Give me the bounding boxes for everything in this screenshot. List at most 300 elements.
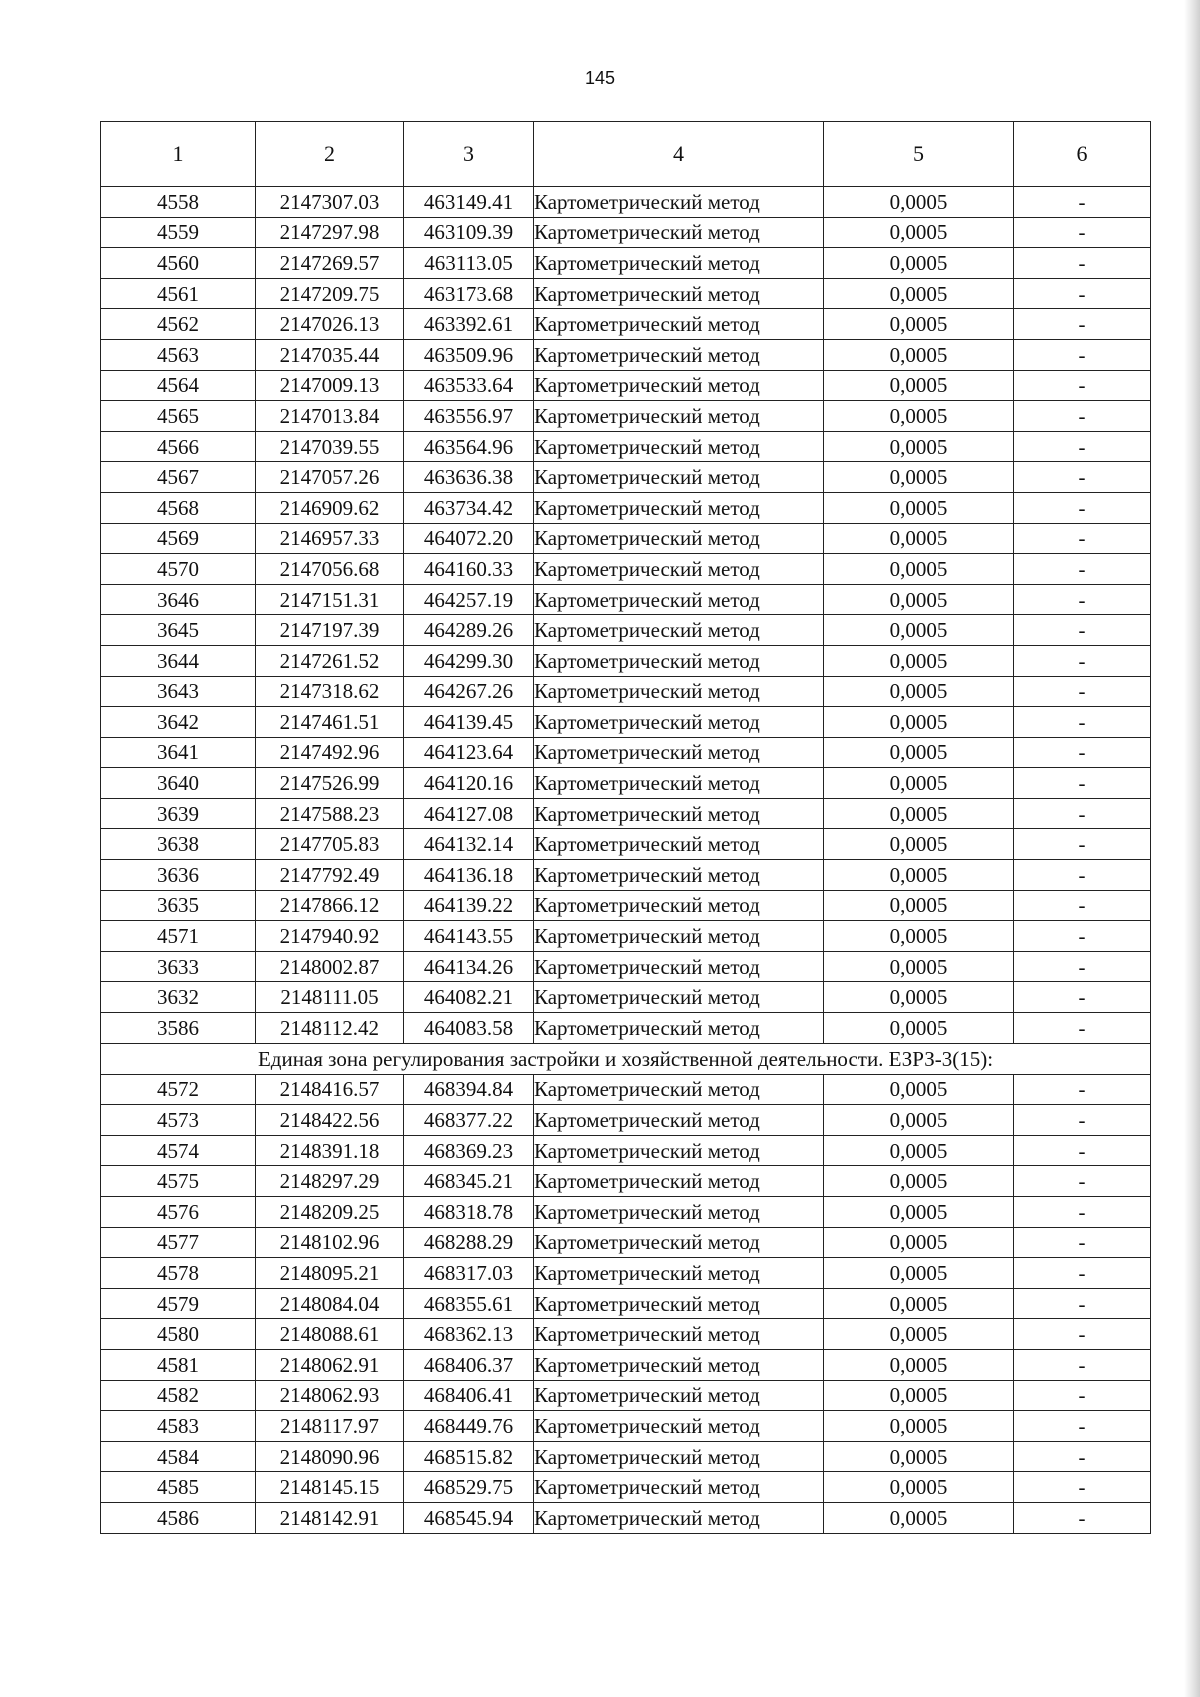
method-cell: Картометрический метод — [534, 951, 824, 982]
method-cell: Картометрический метод — [534, 1288, 824, 1319]
y-coordinate-cell: 464289.26 — [404, 615, 534, 646]
x-coordinate-cell: 2148088.61 — [256, 1319, 404, 1350]
precision-cell: 0,0005 — [824, 248, 1014, 279]
note-cell: - — [1014, 1380, 1151, 1411]
note-cell: - — [1014, 1197, 1151, 1228]
precision-cell: 0,0005 — [824, 860, 1014, 891]
method-cell: Картометрический метод — [534, 1166, 824, 1197]
table-row — [101, 1472, 1151, 1503]
x-coordinate-cell: 2148416.57 — [256, 1074, 404, 1105]
x-coordinate-cell: 2147261.52 — [256, 645, 404, 676]
precision-cell: 0,0005 — [824, 1319, 1014, 1350]
note-cell: - — [1014, 187, 1151, 218]
y-coordinate-cell: 464127.08 — [404, 798, 534, 829]
precision-cell: 0,0005 — [824, 1380, 1014, 1411]
point-number-cell: 3643 — [101, 676, 256, 707]
x-coordinate-cell: 2147461.51 — [256, 707, 404, 738]
method-cell: Картометрический метод — [534, 707, 824, 738]
x-coordinate-cell: 2146909.62 — [256, 492, 404, 523]
note-cell: - — [1014, 768, 1151, 799]
method-cell: Картометрический метод — [534, 1074, 824, 1105]
precision-cell: 0,0005 — [824, 1258, 1014, 1289]
x-coordinate-cell: 2148142.91 — [256, 1502, 404, 1533]
x-coordinate-cell: 2148062.91 — [256, 1349, 404, 1380]
y-coordinate-cell: 463636.38 — [404, 462, 534, 493]
method-cell: Картометрический метод — [534, 401, 824, 432]
x-coordinate-cell: 2148117.97 — [256, 1411, 404, 1442]
table-row — [101, 339, 1151, 370]
precision-cell: 0,0005 — [824, 951, 1014, 982]
table-row — [101, 1197, 1151, 1228]
x-coordinate-cell: 2148095.21 — [256, 1258, 404, 1289]
method-cell: Картометрический метод — [534, 339, 824, 370]
coordinates-table — [100, 121, 1151, 1534]
note-cell: - — [1014, 1135, 1151, 1166]
point-number-cell: 3638 — [101, 829, 256, 860]
table-row — [101, 615, 1151, 646]
x-coordinate-cell: 2147492.96 — [256, 737, 404, 768]
precision-cell: 0,0005 — [824, 401, 1014, 432]
table-row — [101, 554, 1151, 585]
table-row — [101, 1013, 1151, 1044]
method-cell: Картометрический метод — [534, 982, 824, 1013]
note-cell: - — [1014, 1319, 1151, 1350]
note-cell: - — [1014, 1441, 1151, 1472]
precision-cell: 0,0005 — [824, 370, 1014, 401]
method-cell: Картометрический метод — [534, 798, 824, 829]
note-cell: - — [1014, 1013, 1151, 1044]
table-row — [101, 1502, 1151, 1533]
point-number-cell: 4570 — [101, 554, 256, 585]
table-row — [101, 248, 1151, 279]
precision-cell: 0,0005 — [824, 982, 1014, 1013]
table-row — [101, 1135, 1151, 1166]
header-col-5: 5 — [824, 122, 1014, 187]
y-coordinate-cell: 468318.78 — [404, 1197, 534, 1228]
note-cell: - — [1014, 615, 1151, 646]
table-row — [101, 829, 1151, 860]
point-number-cell: 4582 — [101, 1380, 256, 1411]
y-coordinate-cell: 468362.13 — [404, 1319, 534, 1350]
note-cell: - — [1014, 1074, 1151, 1105]
point-number-cell: 4586 — [101, 1502, 256, 1533]
point-number-cell: 4573 — [101, 1105, 256, 1136]
method-cell: Картометрический метод — [534, 462, 824, 493]
method-cell: Картометрический метод — [534, 860, 824, 891]
note-cell: - — [1014, 1258, 1151, 1289]
note-cell: - — [1014, 462, 1151, 493]
table-row — [101, 1319, 1151, 1350]
y-coordinate-cell: 464143.55 — [404, 921, 534, 952]
y-coordinate-cell: 464139.45 — [404, 707, 534, 738]
point-number-cell: 4559 — [101, 217, 256, 248]
method-cell: Картометрический метод — [534, 1013, 824, 1044]
x-coordinate-cell: 2147026.13 — [256, 309, 404, 340]
note-cell: - — [1014, 890, 1151, 921]
header-col-2: 2 — [256, 122, 404, 187]
y-coordinate-cell: 464123.64 — [404, 737, 534, 768]
y-coordinate-cell: 464072.20 — [404, 523, 534, 554]
precision-cell: 0,0005 — [824, 1502, 1014, 1533]
precision-cell: 0,0005 — [824, 278, 1014, 309]
precision-cell: 0,0005 — [824, 1135, 1014, 1166]
y-coordinate-cell: 463509.96 — [404, 339, 534, 370]
point-number-cell: 4563 — [101, 339, 256, 370]
section-divider — [101, 1043, 1151, 1074]
x-coordinate-cell: 2147009.13 — [256, 370, 404, 401]
section-row — [101, 1043, 1151, 1074]
point-number-cell: 4571 — [101, 921, 256, 952]
precision-cell: 0,0005 — [824, 890, 1014, 921]
table-row — [101, 921, 1151, 952]
note-cell: - — [1014, 1288, 1151, 1319]
method-cell: Картометрический метод — [534, 431, 824, 462]
table-body-b — [101, 1074, 1151, 1533]
note-cell: - — [1014, 523, 1151, 554]
scan-edge — [1184, 0, 1200, 1697]
x-coordinate-cell: 2147866.12 — [256, 890, 404, 921]
note-cell: - — [1014, 829, 1151, 860]
note-cell: - — [1014, 248, 1151, 279]
x-coordinate-cell: 2147705.83 — [256, 829, 404, 860]
point-number-cell: 4567 — [101, 462, 256, 493]
precision-cell: 0,0005 — [824, 1074, 1014, 1105]
note-cell: - — [1014, 1105, 1151, 1136]
method-cell: Картометрический метод — [534, 829, 824, 860]
y-coordinate-cell: 464299.30 — [404, 645, 534, 676]
note-cell: - — [1014, 554, 1151, 585]
point-number-cell: 4560 — [101, 248, 256, 279]
x-coordinate-cell: 2147056.68 — [256, 554, 404, 585]
method-cell: Картометрический метод — [534, 1472, 824, 1503]
method-cell: Картометрический метод — [534, 187, 824, 218]
point-number-cell: 3641 — [101, 737, 256, 768]
precision-cell: 0,0005 — [824, 462, 1014, 493]
precision-cell: 0,0005 — [824, 921, 1014, 952]
x-coordinate-cell: 2148145.15 — [256, 1472, 404, 1503]
point-number-cell: 3633 — [101, 951, 256, 982]
table-row — [101, 370, 1151, 401]
header-col-4: 4 — [534, 122, 824, 187]
y-coordinate-cell: 464083.58 — [404, 1013, 534, 1044]
point-number-cell: 4575 — [101, 1166, 256, 1197]
precision-cell: 0,0005 — [824, 707, 1014, 738]
precision-cell: 0,0005 — [824, 737, 1014, 768]
method-cell: Картометрический метод — [534, 278, 824, 309]
x-coordinate-cell: 2148112.42 — [256, 1013, 404, 1044]
table-row — [101, 492, 1151, 523]
note-cell: - — [1014, 676, 1151, 707]
x-coordinate-cell: 2147307.03 — [256, 187, 404, 218]
y-coordinate-cell: 468515.82 — [404, 1441, 534, 1472]
x-coordinate-cell: 2147588.23 — [256, 798, 404, 829]
y-coordinate-cell: 468288.29 — [404, 1227, 534, 1258]
y-coordinate-cell: 468529.75 — [404, 1472, 534, 1503]
y-coordinate-cell: 463109.39 — [404, 217, 534, 248]
table-row — [101, 1349, 1151, 1380]
note-cell: - — [1014, 492, 1151, 523]
method-cell: Картометрический метод — [534, 523, 824, 554]
point-number-cell: 4564 — [101, 370, 256, 401]
y-coordinate-cell: 464267.26 — [404, 676, 534, 707]
precision-cell: 0,0005 — [824, 676, 1014, 707]
point-number-cell: 4562 — [101, 309, 256, 340]
y-coordinate-cell: 468377.22 — [404, 1105, 534, 1136]
point-number-cell: 4578 — [101, 1258, 256, 1289]
method-cell: Картометрический метод — [534, 1441, 824, 1472]
point-number-cell: 3645 — [101, 615, 256, 646]
y-coordinate-cell: 464136.18 — [404, 860, 534, 891]
x-coordinate-cell: 2147792.49 — [256, 860, 404, 891]
table-row — [101, 1227, 1151, 1258]
y-coordinate-cell: 468449.76 — [404, 1411, 534, 1442]
table-row — [101, 309, 1151, 340]
point-number-cell: 3644 — [101, 645, 256, 676]
method-cell: Картометрический метод — [534, 1349, 824, 1380]
point-number-cell: 4584 — [101, 1441, 256, 1472]
point-number-cell: 3646 — [101, 584, 256, 615]
note-cell: - — [1014, 1472, 1151, 1503]
method-cell: Картометрический метод — [534, 921, 824, 952]
method-cell: Картометрический метод — [534, 890, 824, 921]
y-coordinate-cell: 464160.33 — [404, 554, 534, 585]
method-cell: Картометрический метод — [534, 645, 824, 676]
precision-cell: 0,0005 — [824, 1472, 1014, 1503]
note-cell: - — [1014, 278, 1151, 309]
point-number-cell: 4576 — [101, 1197, 256, 1228]
y-coordinate-cell: 463556.97 — [404, 401, 534, 432]
method-cell: Картометрический метод — [534, 248, 824, 279]
precision-cell: 0,0005 — [824, 523, 1014, 554]
table-row — [101, 951, 1151, 982]
method-cell: Картометрический метод — [534, 1227, 824, 1258]
point-number-cell: 4561 — [101, 278, 256, 309]
precision-cell: 0,0005 — [824, 645, 1014, 676]
x-coordinate-cell: 2148422.56 — [256, 1105, 404, 1136]
table-row — [101, 1411, 1151, 1442]
table-row — [101, 1380, 1151, 1411]
precision-cell: 0,0005 — [824, 217, 1014, 248]
x-coordinate-cell: 2148102.96 — [256, 1227, 404, 1258]
x-coordinate-cell: 2148297.29 — [256, 1166, 404, 1197]
method-cell: Картометрический метод — [534, 1319, 824, 1350]
x-coordinate-cell: 2148090.96 — [256, 1441, 404, 1472]
point-number-cell: 4579 — [101, 1288, 256, 1319]
table-row — [101, 1258, 1151, 1289]
table-row — [101, 676, 1151, 707]
precision-cell: 0,0005 — [824, 431, 1014, 462]
table-row — [101, 645, 1151, 676]
table-row — [101, 523, 1151, 554]
table-row — [101, 982, 1151, 1013]
table-row — [101, 217, 1151, 248]
point-number-cell: 4574 — [101, 1135, 256, 1166]
x-coordinate-cell: 2148002.87 — [256, 951, 404, 982]
precision-cell: 0,0005 — [824, 829, 1014, 860]
header-col-1: 1 — [101, 122, 256, 187]
table-row — [101, 431, 1151, 462]
point-number-cell: 4572 — [101, 1074, 256, 1105]
method-cell: Картометрический метод — [534, 737, 824, 768]
x-coordinate-cell: 2147039.55 — [256, 431, 404, 462]
note-cell: - — [1014, 309, 1151, 340]
y-coordinate-cell: 468406.37 — [404, 1349, 534, 1380]
precision-cell: 0,0005 — [824, 1441, 1014, 1472]
x-coordinate-cell: 2148111.05 — [256, 982, 404, 1013]
method-cell: Картометрический метод — [534, 309, 824, 340]
note-cell: - — [1014, 982, 1151, 1013]
table-body-a — [101, 187, 1151, 1044]
note-cell: - — [1014, 431, 1151, 462]
table-row — [101, 1441, 1151, 1472]
table-row — [101, 1074, 1151, 1105]
precision-cell: 0,0005 — [824, 584, 1014, 615]
precision-cell: 0,0005 — [824, 554, 1014, 585]
x-coordinate-cell: 2147013.84 — [256, 401, 404, 432]
table-row — [101, 860, 1151, 891]
point-number-cell: 3632 — [101, 982, 256, 1013]
point-number-cell: 4577 — [101, 1227, 256, 1258]
point-number-cell: 4585 — [101, 1472, 256, 1503]
header-col-3: 3 — [404, 122, 534, 187]
precision-cell: 0,0005 — [824, 1227, 1014, 1258]
x-coordinate-cell: 2147297.98 — [256, 217, 404, 248]
precision-cell: 0,0005 — [824, 492, 1014, 523]
header-col-6: 6 — [1014, 122, 1151, 187]
point-number-cell: 4566 — [101, 431, 256, 462]
y-coordinate-cell: 468355.61 — [404, 1288, 534, 1319]
table-header-row — [101, 122, 1151, 187]
y-coordinate-cell: 463533.64 — [404, 370, 534, 401]
y-coordinate-cell: 468545.94 — [404, 1502, 534, 1533]
x-coordinate-cell: 2147197.39 — [256, 615, 404, 646]
method-cell: Картометрический метод — [534, 554, 824, 585]
x-coordinate-cell: 2147526.99 — [256, 768, 404, 799]
precision-cell: 0,0005 — [824, 1411, 1014, 1442]
y-coordinate-cell: 468369.23 — [404, 1135, 534, 1166]
point-number-cell: 3640 — [101, 768, 256, 799]
x-coordinate-cell: 2148062.93 — [256, 1380, 404, 1411]
point-number-cell: 3586 — [101, 1013, 256, 1044]
y-coordinate-cell: 463113.05 — [404, 248, 534, 279]
note-cell: - — [1014, 798, 1151, 829]
y-coordinate-cell: 464257.19 — [404, 584, 534, 615]
x-coordinate-cell: 2147269.57 — [256, 248, 404, 279]
point-number-cell: 3639 — [101, 798, 256, 829]
precision-cell: 0,0005 — [824, 615, 1014, 646]
note-cell: - — [1014, 584, 1151, 615]
method-cell: Картометрический метод — [534, 217, 824, 248]
x-coordinate-cell: 2146957.33 — [256, 523, 404, 554]
table-row — [101, 1288, 1151, 1319]
note-cell: - — [1014, 339, 1151, 370]
note-cell: - — [1014, 921, 1151, 952]
note-cell: - — [1014, 707, 1151, 738]
y-coordinate-cell: 464139.22 — [404, 890, 534, 921]
note-cell: - — [1014, 1349, 1151, 1380]
table-row — [101, 890, 1151, 921]
x-coordinate-cell: 2147035.44 — [256, 339, 404, 370]
y-coordinate-cell: 463392.61 — [404, 309, 534, 340]
precision-cell: 0,0005 — [824, 1288, 1014, 1319]
point-number-cell: 4583 — [101, 1411, 256, 1442]
precision-cell: 0,0005 — [824, 1013, 1014, 1044]
x-coordinate-cell: 2148209.25 — [256, 1197, 404, 1228]
y-coordinate-cell: 463149.41 — [404, 187, 534, 218]
x-coordinate-cell: 2147318.62 — [256, 676, 404, 707]
note-cell: - — [1014, 401, 1151, 432]
table-row — [101, 584, 1151, 615]
note-cell: - — [1014, 860, 1151, 891]
method-cell: Картометрический метод — [534, 676, 824, 707]
point-number-cell: 4565 — [101, 401, 256, 432]
x-coordinate-cell: 2148391.18 — [256, 1135, 404, 1166]
y-coordinate-cell: 468345.21 — [404, 1166, 534, 1197]
x-coordinate-cell: 2147940.92 — [256, 921, 404, 952]
y-coordinate-cell: 463564.96 — [404, 431, 534, 462]
point-number-cell: 3635 — [101, 890, 256, 921]
note-cell: - — [1014, 737, 1151, 768]
point-number-cell: 4568 — [101, 492, 256, 523]
y-coordinate-cell: 464132.14 — [404, 829, 534, 860]
method-cell: Картометрический метод — [534, 1197, 824, 1228]
y-coordinate-cell: 464134.26 — [404, 951, 534, 982]
x-coordinate-cell: 2147151.31 — [256, 584, 404, 615]
table-row — [101, 462, 1151, 493]
note-cell: - — [1014, 645, 1151, 676]
section-title: Единая зона регулирования застройки и хозяйственной деятельности. ЕЗРЗ-3(15): — [101, 1043, 1151, 1074]
table-row — [101, 401, 1151, 432]
point-number-cell: 3642 — [101, 707, 256, 738]
note-cell: - — [1014, 217, 1151, 248]
method-cell: Картометрический метод — [534, 1105, 824, 1136]
precision-cell: 0,0005 — [824, 1349, 1014, 1380]
note-cell: - — [1014, 1411, 1151, 1442]
method-cell: Картометрический метод — [534, 768, 824, 799]
note-cell: - — [1014, 1166, 1151, 1197]
y-coordinate-cell: 468406.41 — [404, 1380, 534, 1411]
note-cell: - — [1014, 951, 1151, 982]
method-cell: Картометрический метод — [534, 584, 824, 615]
precision-cell: 0,0005 — [824, 309, 1014, 340]
method-cell: Картометрический метод — [534, 1258, 824, 1289]
precision-cell: 0,0005 — [824, 798, 1014, 829]
method-cell: Картометрический метод — [534, 1411, 824, 1442]
precision-cell: 0,0005 — [824, 1105, 1014, 1136]
method-cell: Картометрический метод — [534, 370, 824, 401]
table-row — [101, 798, 1151, 829]
method-cell: Картометрический метод — [534, 1135, 824, 1166]
y-coordinate-cell: 468394.84 — [404, 1074, 534, 1105]
table-row — [101, 187, 1151, 218]
precision-cell: 0,0005 — [824, 1197, 1014, 1228]
table-row — [101, 707, 1151, 738]
point-number-cell: 4581 — [101, 1349, 256, 1380]
point-number-cell: 4558 — [101, 187, 256, 218]
precision-cell: 0,0005 — [824, 187, 1014, 218]
x-coordinate-cell: 2147209.75 — [256, 278, 404, 309]
y-coordinate-cell: 463734.42 — [404, 492, 534, 523]
x-coordinate-cell: 2147057.26 — [256, 462, 404, 493]
method-cell: Картометрический метод — [534, 615, 824, 646]
y-coordinate-cell: 464120.16 — [404, 768, 534, 799]
precision-cell: 0,0005 — [824, 339, 1014, 370]
table-row — [101, 278, 1151, 309]
method-cell: Картометрический метод — [534, 492, 824, 523]
table-row — [101, 768, 1151, 799]
y-coordinate-cell: 463173.68 — [404, 278, 534, 309]
method-cell: Картометрический метод — [534, 1380, 824, 1411]
